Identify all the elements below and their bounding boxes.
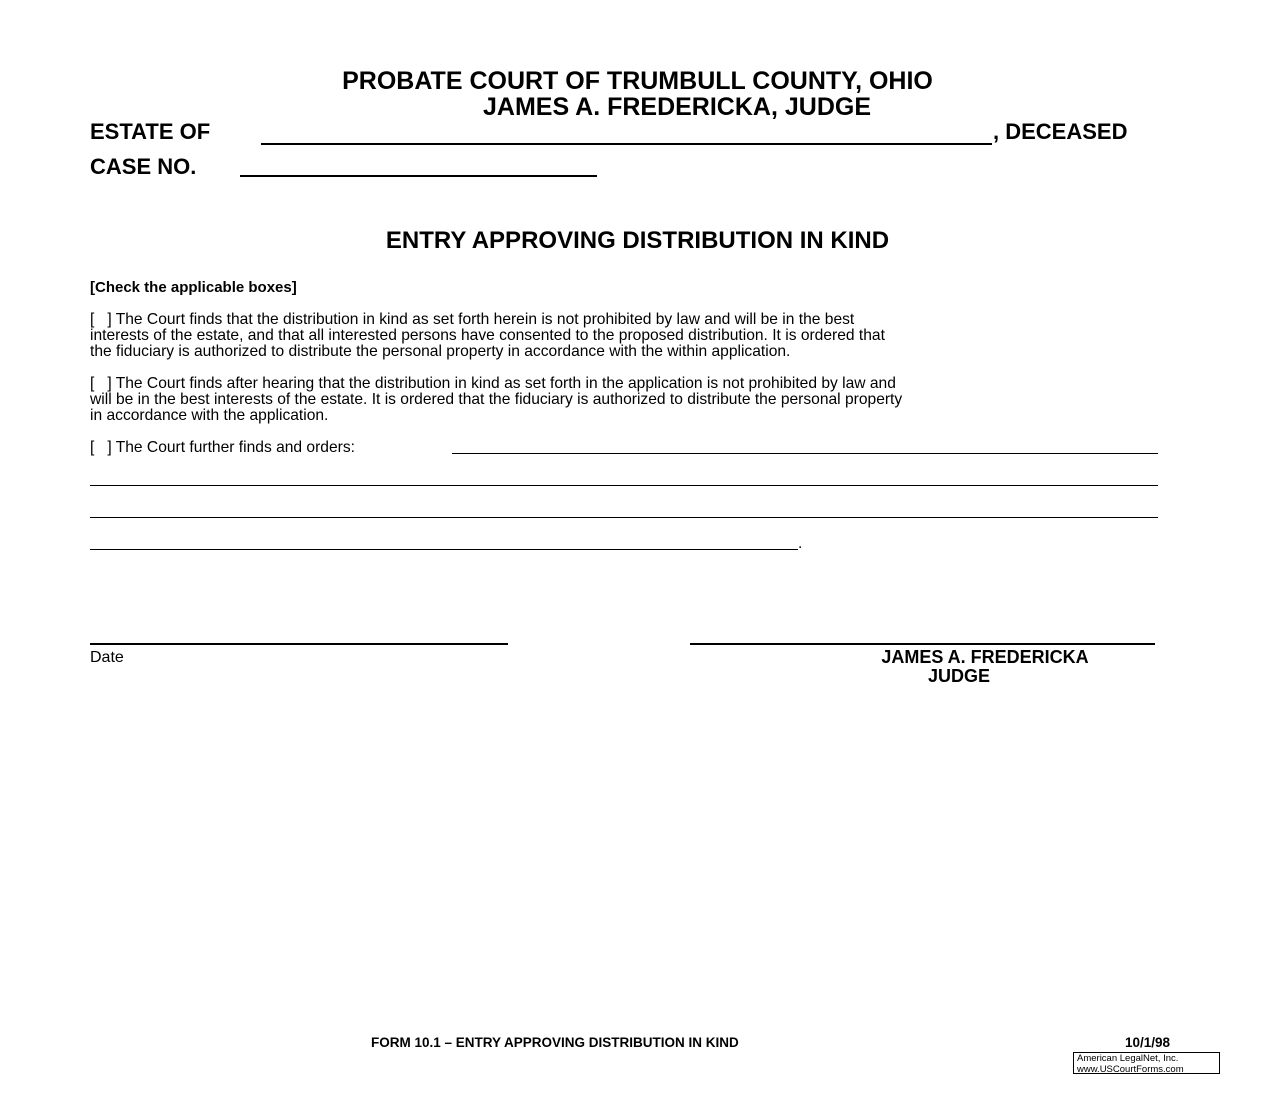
option-hearing-checkbox[interactable]: [ ] (90, 375, 112, 392)
further-orders-line-2[interactable] (90, 485, 1158, 486)
judge-title: JUDGE (927, 666, 990, 686)
case-number-label: CASE NO. (90, 154, 197, 179)
option-consent-line-1 (90, 312, 1190, 328)
case-number-field[interactable] (240, 175, 597, 177)
form-title: ENTRY APPROVING DISTRIBUTION IN KIND (385, 227, 890, 254)
further-orders-period: . (798, 535, 803, 552)
estate-label: ESTATE OF (90, 119, 211, 144)
publisher-stamp (1073, 1052, 1220, 1074)
further-orders-line-4[interactable] (90, 549, 798, 550)
instructions: [Check the applicable boxes] (90, 279, 297, 296)
publisher-url: www.USCourtForms.com (1077, 1064, 1184, 1075)
judge-signature-line[interactable] (690, 643, 1155, 645)
option-consent-checkbox[interactable]: [ ] (90, 311, 112, 328)
deceased-label: , DECEASED (993, 119, 1128, 144)
footer-revision-date: 10/1/98 (1125, 1035, 1171, 1050)
judge-heading (0, 93, 1275, 122)
estate-name-field[interactable] (261, 143, 992, 145)
date-label: Date (90, 649, 124, 666)
option-further-orders (90, 439, 355, 457)
option-hearing-paragraph (90, 376, 1190, 424)
option-consent-paragraph (90, 312, 1190, 360)
court-name: PROBATE COURT OF TRUMBULL COUNTY, OHIO (342, 67, 933, 95)
further-orders-line-1[interactable] (452, 453, 1158, 454)
footer-form-label: FORM 10.1 – ENTRY APPROVING DISTRIBUTION IN KIND (371, 1035, 739, 1050)
judge-name: JAMES A. FREDERICKA (881, 647, 1089, 667)
option-consent-line-3: the fiduciary is authorized to distribute the personal property in accordance with the within application. (90, 343, 791, 360)
option-consent-text-1: The Court finds that the distribution in kind as set forth herein is not prohibited by law and will be in the best (115, 311, 855, 328)
option-hearing-line-3: in accordance with the application. (90, 407, 329, 424)
option-hearing-line-1 (90, 376, 1190, 392)
option-hearing-text-1: The Court finds after hearing that the distribution in kind as set forth in the application is not prohibited by law and (115, 375, 896, 392)
option-hearing-line-2: will be in the best interests of the estate. It is ordered that the fiduciary is authorized to distribute the personal property (90, 391, 903, 408)
option-consent-line-2: interests of the estate, and that all interested persons have consented to the proposed distribution. It is ordered that (90, 327, 885, 344)
option-further-text: The Court further finds and orders: (115, 439, 355, 456)
date-signature-line[interactable] (90, 643, 508, 645)
publisher-name: American LegalNet, Inc. (1077, 1053, 1179, 1064)
further-orders-line-3[interactable] (90, 517, 1158, 518)
option-further-checkbox[interactable]: [ ] (90, 439, 112, 456)
judge-heading-text: JAMES A. FREDERICKA, JUDGE (482, 93, 871, 121)
